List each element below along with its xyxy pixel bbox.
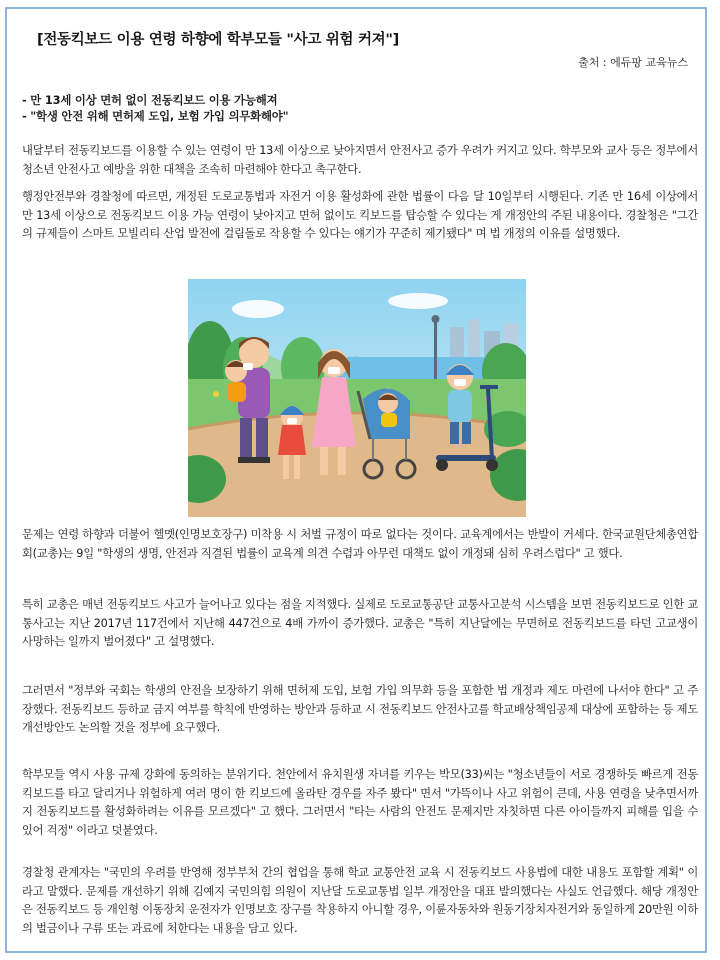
article-summary — [22, 92, 288, 124]
family-walking-illustration — [188, 279, 526, 517]
summary-line: - 만 13세 이상 면허 없이 전동킥보드 이용 가능해져 — [22, 93, 278, 107]
summary-line: - "학생 안전 위해 면허제 도입, 보험 가입 의무화해야" — [22, 109, 289, 123]
paragraph: 내달부터 전동킥보드를 이용할 수 있는 연령이 만 13세 이상으로 낮아지면서 안전사고 증가 우려가 커지고 있다. 학부모와 교사 등은 정부에서 청소년 안전사고 예방을 위한 대책을 조속히 마련해야 한다고 촉구한다. — [22, 144, 698, 176]
paragraph: 학부모들 역시 사용 규제 강화에 동의하는 분위기다. 천안에서 유치원생 자녀를 키우는 박모(33)씨는 "청소년들이 서로 경쟁하듯 빠르게 전동킥보드를 타고 달리거나 위험하게 여러 명이 한 킥보드에 올라탄 경우를 자주 봤다" 면서 "가뜩이나 사고 위험이 큰데, 사용 연령을 낮추면서까지 전동킥보드를 활성화하려는 이유를 모르겠다" 고 했다. 그러면서 "타는 사람의 안전도 문제지만 자칫하면 다른 아이들까지 피해를 입을 수 있어 걱정" 이라고 덧붙였다. — [22, 768, 698, 837]
article-title: [전동킥보드 이용 연령 하향에 학부모들 "사고 위험 커져"] — [37, 32, 399, 48]
paragraph: 그러면서 "정부와 국회는 학생의 안전을 보장하기 위해 면허제 도입, 보험 가입 의무화 등을 포함한 법 개정과 제도 마련에 나서야 한다" 고 주장했다. 전동킥보드 등하교 금지 여부를 학칙에 반영하는 방안과 등하교 시 전동킥보드 안전사고를 학교배상책임공제 대상에 포함하는 등 제도 개선방안도 논의할 것을 정부에 요구했다. — [22, 684, 698, 734]
paragraph: 행정안전부와 경찰청에 따르면, 개정된 도로교통법과 자전거 이용 활성화에 관한 법률이 다음 달 10일부터 시행된다. 기존 만 16세 이상에서 만 13세 이상으로 전동킥보드 이용 가능 연령이 낮아지고 면허 없이도 킥보드를 탑승할 수 있다는 게 개정안의 주된 내용이다. 경찰청은 "그간의 규제들이 스마트 모빌리티 산업 발전에 걸림돌로 작용할 수 있다는 얘기가 꾸준히 제기됐다" 며 법 개정의 이유를 설명했다. — [22, 190, 698, 240]
article-source: 출처 : 에듀팡 교육뉴스 — [578, 56, 688, 69]
illustration-image — [188, 279, 526, 517]
paragraph: 특히 교총은 매년 전동킥보드 사고가 늘어나고 있다는 점을 지적했다. 실제로 도로교통공단 교통사고분석 시스템을 보면 전동킥보드로 인한 교통사고는 지난 2017년 117건에서 지난해 447건으로 4배 가까이 증가했다. 교총은 "특히 지난달에는 무면허로 전동킥보드를 타던 고교생이 사망하는 일까지 벌어졌다" 고 설명했다. — [22, 598, 698, 648]
paragraph: 문제는 연령 하향과 더불어 헬멧(인명보호장구) 미착용 시 처벌 규정이 따로 없다는 것이다. 교육계에서는 반발이 거세다. 한국교원단체총연합회(교총)는 9일 "학생의 생명, 안전과 직결된 법률이 교육계 의견 수렴과 아무런 대책도 없이 개정돼 심히 우려스럽다" 고 했다. — [22, 528, 698, 560]
paragraph: 경찰청 관계자는 "국민의 우려를 반영해 정부부처 간의 협업을 통해 학교 교통안전 교육 시 전동킥보드 사용법에 대한 내용도 포함할 계획" 이라고 말했다. 문제를 개선하기 위해 김예지 국민의힘 의원이 지난달 도로교통법 일부 개정안을 대표 발의했다는 사실도 언급했다. 해당 개정안은 전동킥보드 등 개인형 이동장치 운전자가 인명보호 장구를 착용하지 아니할 경우, 이륜자동차와 원동기장치자전거와 동일하게 20만원 이하의 벌금이나 구류 또는 과료에 처한다는 내용을 담고 있다. — [22, 866, 698, 935]
